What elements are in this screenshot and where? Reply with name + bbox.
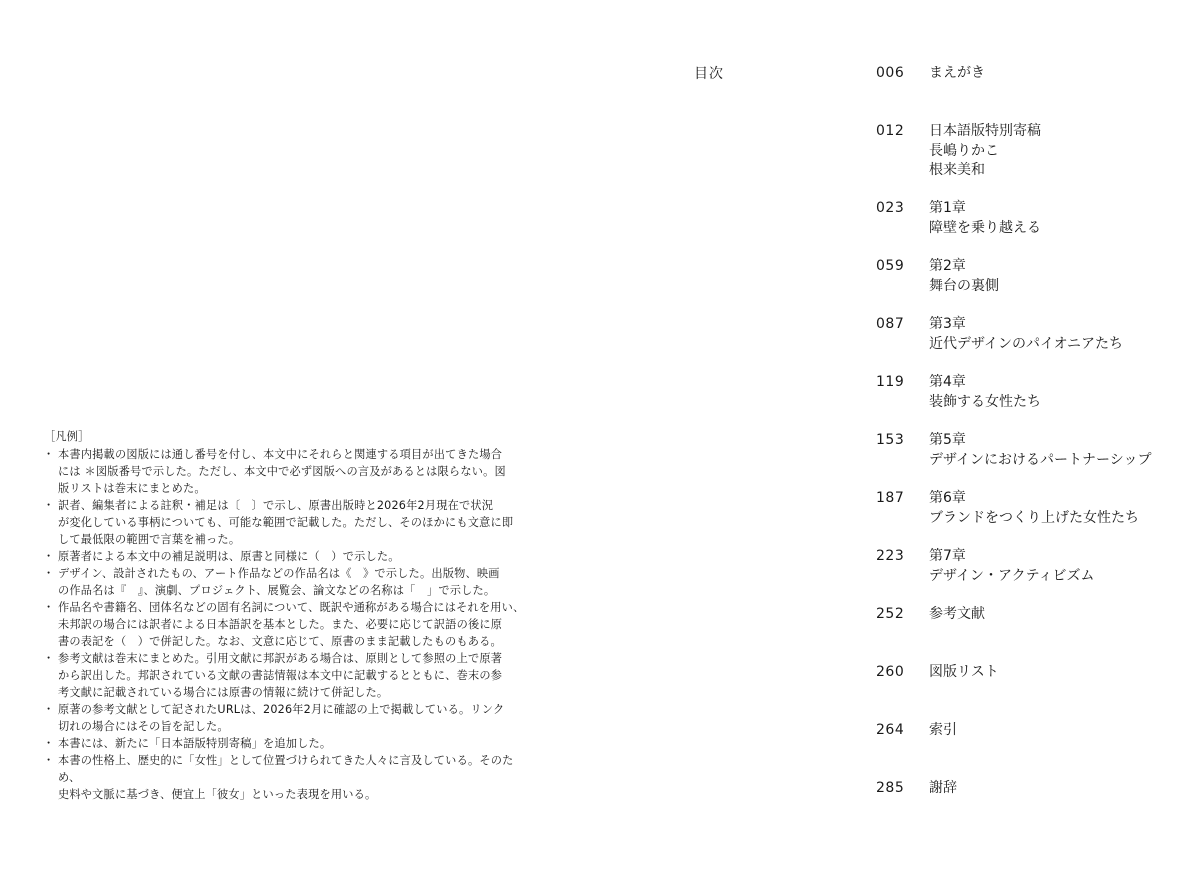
toc-entry	[876, 779, 1176, 799]
toc-entry-title	[929, 721, 957, 741]
notes-item: ・ デザイン、設計されたもの、アート作品などの作品名は《 》で示した。出版物、映画 の作品名は『 』、演劇、プロジェクト、展覧会、論文などの名称は「 」で示した。	[46, 565, 526, 599]
toc-line: 第6章	[929, 490, 966, 506]
toc-entry	[876, 122, 1176, 181]
toc-entry	[876, 663, 1176, 683]
toc-line: 舞台の裏側	[929, 277, 999, 294]
toc-line: まえがき	[929, 65, 985, 81]
toc-entry-title	[929, 257, 999, 296]
toc-entry	[876, 199, 1176, 238]
toc-entry	[876, 489, 1176, 528]
toc-line: デザイン・アクティビズム	[929, 567, 1095, 584]
toc-entry	[876, 605, 1176, 625]
toc-entry-title	[929, 779, 957, 799]
toc-page-number: 023	[876, 200, 905, 216]
toc-entry	[876, 64, 1176, 84]
notes-item: ・ 作品名や書籍名、団体名などの固有名詞について、既訳や通称がある場合にはそれを用い、 未邦訳の場合には訳者による日本語訳を基本とした。また、必要に応じて訳語の後に原 書の表記を（ ）で併記した。なお、文意に応じて、原書のまま記載したものもある。	[46, 599, 526, 650]
toc-entry-title	[929, 489, 1139, 528]
notes-item: ・ 参考文献は巻末にまとめた。引用文献に邦訳がある場合は、原則として参照の上で原著 から訳出した。邦訳されている文献の書誌情報は本文中に記載するとともに、巻末の参 考文献に記載されている場合には原書の情報に続けて併記した。	[46, 650, 526, 701]
toc-line: 装飾する女性たち	[929, 393, 1041, 410]
toc-entry-title	[929, 64, 985, 84]
toc-entry-title	[929, 122, 1041, 181]
notes-heading: ［凡例］	[44, 430, 90, 443]
notes-item: ・ 原著の参考文献として記されたURLは、2026年2月に確認の上で掲載している。リンク 切れの場合にはその旨を記した。	[46, 701, 526, 735]
toc-entry-title	[929, 605, 985, 625]
toc-page-number: 012	[876, 123, 905, 139]
toc-page-number: 059	[876, 258, 905, 274]
toc-line: 根来美和	[929, 162, 985, 178]
notes-item: ・ 原著者による本文中の補足説明は、原書と同様に（ ）で示した。	[46, 548, 526, 565]
toc-page-number: 264	[876, 722, 905, 738]
toc-line: 索引	[929, 722, 957, 738]
toc-entry	[876, 373, 1176, 412]
toc-page-number: 260	[876, 664, 905, 680]
toc-line: ブランドをつくり上げた女性たち	[929, 509, 1139, 526]
toc-line: 謝辞	[929, 780, 957, 796]
toc-line: 参考文献	[929, 606, 985, 622]
toc-line: 長嶋りかこ	[929, 142, 999, 159]
toc-page-number: 223	[876, 548, 905, 564]
toc-page-number: 087	[876, 316, 905, 332]
toc-line: 第2章	[929, 258, 966, 274]
toc-line: 障壁を乗り越える	[929, 219, 1041, 236]
toc-entry-title	[929, 315, 1123, 354]
explanatory-notes	[46, 428, 526, 803]
notes-list	[46, 446, 526, 803]
toc-page-number: 285	[876, 780, 905, 796]
toc-entry	[876, 257, 1176, 296]
notes-item: ・ 訳者、編集者による註釈・補足は〔 〕で示し、原書出版時と2026年2月現在で状況 が変化している事柄についても、可能な範囲で記載した。ただし、そのほかにも文意に即 して最低限の範囲で言葉を補った。	[46, 497, 526, 548]
notes-item: ・ 本書内掲載の図版には通し番号を付し、本文中にそれらと関連する項目が出てきた場合 には ＊図版番号で示した。ただし、本文中で必ず図版への言及があるとは限らない。図 版リストは巻末にまとめた。	[46, 446, 526, 497]
toc-page-number: 006	[876, 65, 905, 81]
toc-line: 図版リスト	[929, 664, 999, 680]
toc-page-number: 119	[876, 374, 905, 390]
toc-entry	[876, 721, 1176, 741]
toc-line: 近代デザインのパイオニアたち	[929, 335, 1124, 352]
toc-line: 第5章	[929, 432, 966, 448]
toc-entry	[876, 431, 1176, 470]
toc-entry-title	[929, 373, 1041, 412]
toc-line: デザインにおけるパートナーシップ	[929, 451, 1152, 468]
toc-entry-title	[929, 547, 1094, 586]
toc-line: 第7章	[929, 548, 966, 564]
toc-entry-title	[929, 431, 1151, 470]
toc-entry	[876, 315, 1176, 354]
toc-page-number: 187	[876, 490, 905, 506]
toc-line: 第4章	[929, 374, 966, 390]
toc-entry	[876, 547, 1176, 586]
toc-title: 目次	[694, 66, 724, 82]
notes-item: ・ 本書の性格上、歴史的に「女性」として位置づけられてきた人々に言及している。そのため、 史料や文脈に基づき、便宜上「彼女」といった表現を用いる。	[46, 752, 526, 803]
notes-item: ・ 本書には、新たに「日本語版特別寄稿」を追加した。	[46, 735, 526, 752]
toc-line: 第1章	[929, 200, 966, 216]
toc-line: 日本語版特別寄稿	[929, 123, 1041, 139]
toc-page-number: 252	[876, 606, 905, 622]
toc-page-number: 153	[876, 432, 905, 448]
toc-line: 第3章	[929, 316, 966, 332]
toc-entry-title	[929, 199, 1041, 238]
toc-entry-title	[929, 663, 999, 683]
